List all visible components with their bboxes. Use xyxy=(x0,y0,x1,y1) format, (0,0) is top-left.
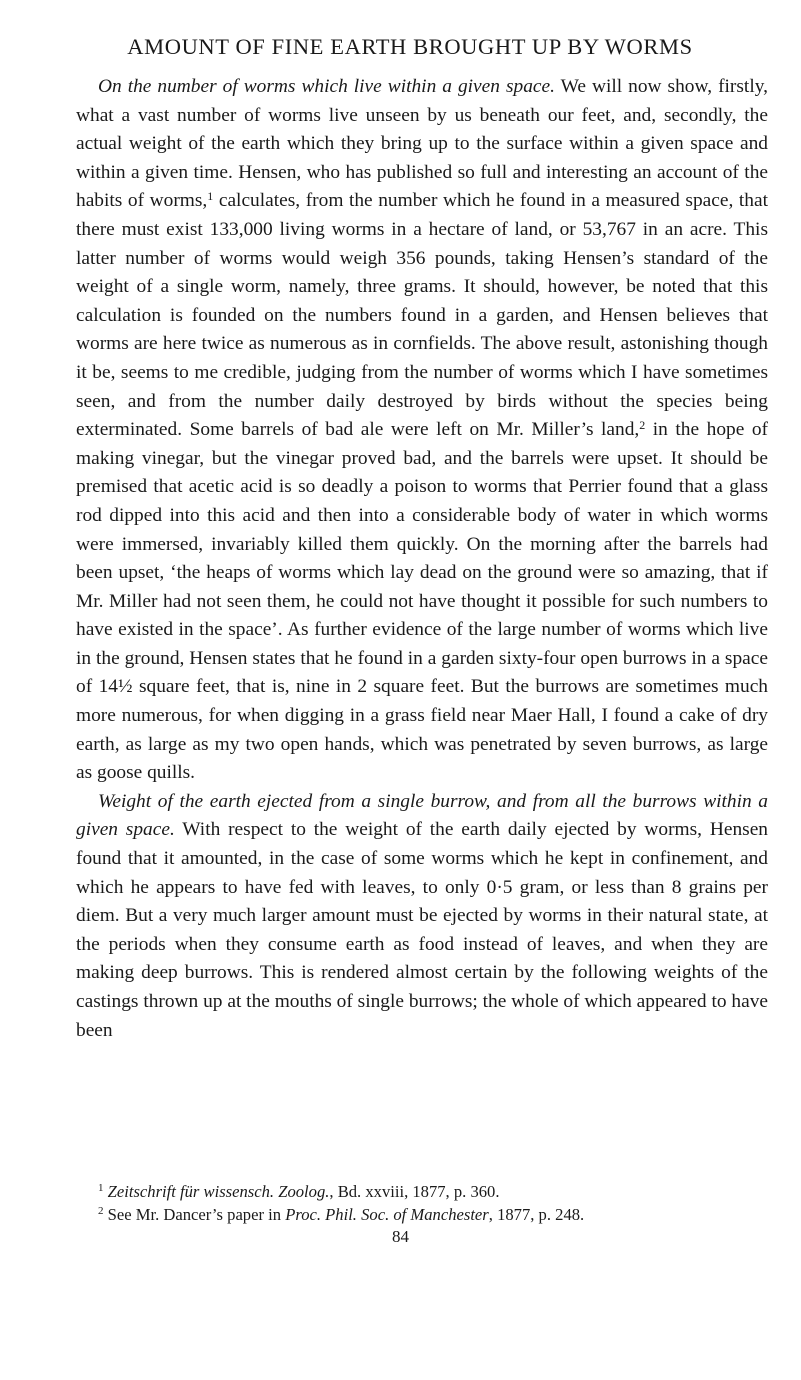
paragraph-number-of-worms xyxy=(76,73,768,788)
paragraph-text: in the hope of making vinegar, but the vinegar proved bad, and the barrels were upset. It should be premised that acetic acid is so deadly a poison to worms that Perrier found that a glass rod dipped into this acid and then into a considerable body of water in which worms were immersed, invariably killed them quickly. On the morning after the barrels had been upset, ‘the heaps of worms which lay dead on the ground were so amazing, that if Mr. Miller had not seen them, he could not have thought it possible for such numbers to have existed in the space’. As further evidence of the large number of worms which live in the ground, Hensen states that he found in a garden sixty-four open burrows in a space of 14½ square feet, that is, nine in 2 square feet. But the burrows are sometimes much more numerous, for when digging in a grass field near Maer Hall, I found a cake of dry earth, as large as my two open hands, which was penetrated by seven burrows, as large as goose quills. xyxy=(76,419,768,784)
footnote-journal: Proc. Phil. Soc. of Manchester xyxy=(285,1205,489,1224)
paragraph-weight-of-earth xyxy=(76,788,768,1045)
footnote-journal: Zeitschrift für wissensch. Zoolog. xyxy=(107,1182,330,1201)
footnote-2 xyxy=(76,1203,768,1226)
section-heading: Weight of the earth ejected from a single burrow, and from all the burrows within a given space. xyxy=(76,790,768,841)
footnote-text: , 1877, p. 248. xyxy=(488,1205,585,1224)
paragraph-text: We will now show, firstly, what a vast number of worms live unseen by us beneath our feet, and, secondly, the actual weight of the earth which they bring up to the surface within a given space and within a given time. Hensen, who has published so full and interesting an account of the habits of worms, xyxy=(76,76,768,212)
page-number: 84 xyxy=(392,1227,409,1246)
running-head: AMOUNT OF FINE EARTH BROUGHT UP BY WORMS xyxy=(127,34,693,59)
body-text xyxy=(76,73,768,1045)
footnotes xyxy=(76,1180,768,1226)
footnote-mark: 1 xyxy=(98,1182,104,1194)
paragraph-text: With respect to the weight of the earth daily ejected by worms, Hensen found that it amounted, in the case of some worms which he kept in confinement, and which he appears to have fed with leaves, to only 0·5 gram, or less than 8 grains per diem. But a very much larger amount must be ejected by worms in their natural state, at the periods when they consume earth as food instead of leaves, and when they are making deep burrows. This is rendered almost certain by the following weights of the castings thrown up at the mouths of single burrows; the whole of which appeared to have been xyxy=(76,819,768,1041)
section-heading: On the number of worms which live within a given space. xyxy=(98,76,555,97)
footnote-1 xyxy=(76,1180,768,1203)
footnote-ref-2[interactable]: 2 xyxy=(639,418,646,433)
footnote-text: See Mr. Dancer’s paper in xyxy=(103,1205,286,1224)
footnote-ref-1[interactable]: 1 xyxy=(207,189,214,204)
paragraph-text: calculates, from the number which he found in a measured space, that there must exist 133,000 living worms in a hectare of land, or 53,767 in an acre. This latter number of worms would weigh 356 pounds, taking Hensen’s standard of the weight of a single worm, namely, three grams. It should, however, be noted that this calculation is founded on the numbers found in a garden, and Hensen believes that worms are here twice as numerous as in cornfields. The above result, astonishing though it be, seems to me credible, judging from the number of worms which I have sometimes seen, and from the number daily destroyed by birds without the species being exterminated. Some barrels of bad ale were left on Mr. Miller’s land, xyxy=(76,190,768,441)
footnote-text: , Bd. xxviii, 1877, p. 360. xyxy=(329,1182,500,1201)
footnote-mark: 2 xyxy=(98,1205,104,1217)
